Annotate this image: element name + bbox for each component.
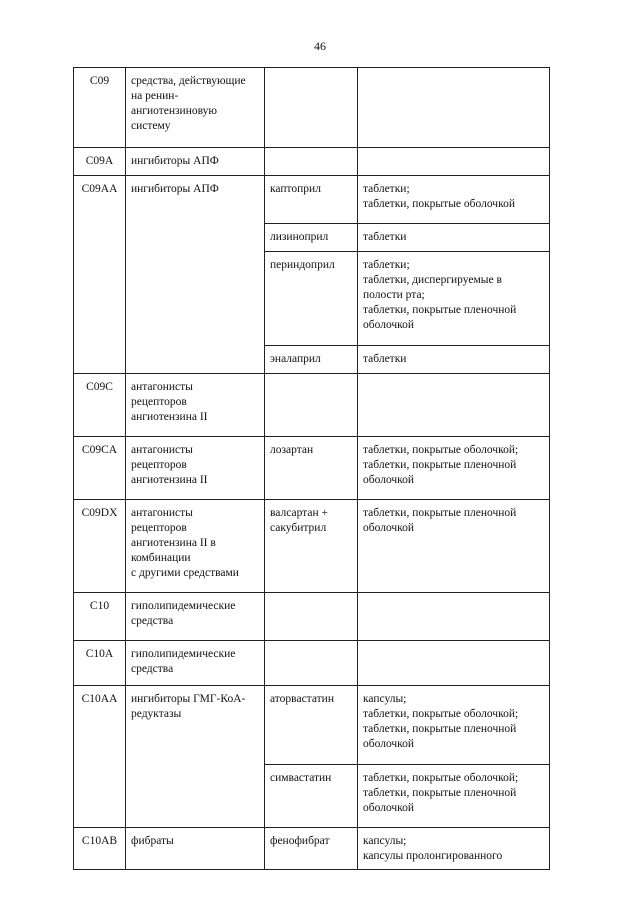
dosage-form-cell bbox=[358, 828, 550, 870]
atc-code-cell: C09 bbox=[74, 68, 126, 148]
dosage-form-cell bbox=[358, 641, 550, 686]
group-name-cell bbox=[126, 68, 265, 148]
cell-text-line: таблетки, покрытые пленочной bbox=[363, 459, 517, 471]
cell-text-line: эналаприл bbox=[270, 353, 321, 365]
atc-code-cell: C09DX bbox=[74, 500, 126, 593]
dosage-form-cell bbox=[358, 176, 550, 224]
group-name-cell bbox=[126, 593, 265, 641]
cell-text-line: ангиотензина II bbox=[131, 474, 208, 486]
drug-table bbox=[73, 67, 550, 870]
cell-text-line: редуктазы bbox=[131, 708, 182, 720]
table-row bbox=[74, 68, 550, 148]
cell-text-line: антагонисты bbox=[131, 381, 193, 393]
cell-text-line: гиполипидемические bbox=[131, 600, 236, 612]
cell-text-line: полости рта; bbox=[363, 289, 425, 301]
cell-text-line: рецепторов bbox=[131, 522, 187, 534]
cell-text-line: лизиноприл bbox=[270, 231, 329, 243]
dosage-form-cell bbox=[358, 68, 550, 148]
drug-name-cell bbox=[265, 224, 358, 252]
dosage-form-cell bbox=[358, 686, 550, 765]
cell-text-line: таблетки; bbox=[363, 259, 410, 271]
dosage-form-cell bbox=[358, 374, 550, 437]
drug-name-cell bbox=[265, 828, 358, 870]
cell-text-line: оболочкой bbox=[363, 319, 415, 331]
atc-code-cell: C09C bbox=[74, 374, 126, 437]
cell-text-line: таблетки, покрытые пленочной bbox=[363, 723, 517, 735]
dosage-form-cell bbox=[358, 500, 550, 593]
group-name-cell bbox=[126, 828, 265, 870]
dosage-form-cell bbox=[358, 765, 550, 828]
cell-text-line: каптоприл bbox=[270, 183, 321, 195]
cell-text-line: таблетки, диспергируемые в bbox=[363, 274, 502, 286]
cell-text-line: ингибиторы АПФ bbox=[131, 183, 219, 195]
atc-code-cell: C09A bbox=[74, 148, 126, 176]
cell-text-line: таблетки, покрытые оболочкой; bbox=[363, 708, 519, 720]
cell-text-line: таблетки bbox=[363, 231, 407, 243]
drug-name-cell bbox=[265, 437, 358, 500]
cell-text-line: комбинации bbox=[131, 552, 191, 564]
table-row bbox=[74, 176, 550, 224]
cell-text-line: рецепторов bbox=[131, 396, 187, 408]
cell-text-line: ангиотензина II в bbox=[131, 537, 216, 549]
cell-text-line: оболочкой bbox=[363, 474, 415, 486]
cell-text-line: ангиотензина II bbox=[131, 411, 208, 423]
cell-text-line: капсулы; bbox=[363, 835, 407, 847]
group-name-cell bbox=[126, 374, 265, 437]
drug-name-cell bbox=[265, 346, 358, 374]
cell-text-line: сакубитрил bbox=[270, 522, 327, 534]
cell-text-line: оболочкой bbox=[363, 802, 415, 814]
drug-name-cell bbox=[265, 374, 358, 437]
table-row bbox=[74, 828, 550, 870]
cell-text-line: таблетки bbox=[363, 353, 407, 365]
drug-name-cell bbox=[265, 252, 358, 346]
table-row bbox=[74, 593, 550, 641]
atc-code-cell: C10A bbox=[74, 641, 126, 686]
cell-text-line: валсартан + bbox=[270, 507, 328, 519]
page-number: 46 bbox=[314, 39, 326, 53]
cell-text-line: средства bbox=[131, 663, 174, 675]
table-row bbox=[74, 641, 550, 686]
cell-text-line: с другими средствами bbox=[131, 567, 239, 579]
cell-text-line: таблетки, покрытые пленочной bbox=[363, 304, 517, 316]
atc-code-cell: C09AA bbox=[74, 176, 126, 374]
cell-text-line: таблетки; bbox=[363, 183, 410, 195]
cell-text-line: рецепторов bbox=[131, 459, 187, 471]
cell-text-line: средства, действующие bbox=[131, 75, 246, 87]
cell-text-line: таблетки, покрытые оболочкой bbox=[363, 198, 515, 210]
cell-text-line: фенофибрат bbox=[270, 835, 330, 847]
drug-name-cell bbox=[265, 686, 358, 765]
cell-text-line: антагонисты bbox=[131, 507, 193, 519]
cell-text-line: симвастатин bbox=[270, 772, 332, 784]
drug-name-cell bbox=[265, 176, 358, 224]
cell-text-line: оболочкой bbox=[363, 738, 415, 750]
table-row bbox=[74, 148, 550, 176]
dosage-form-cell bbox=[358, 593, 550, 641]
cell-text-line: систему bbox=[131, 120, 171, 132]
drug-name-cell bbox=[265, 68, 358, 148]
cell-text-line: капсулы; bbox=[363, 693, 407, 705]
group-name-cell bbox=[126, 686, 265, 828]
cell-text-line: фибраты bbox=[131, 835, 174, 847]
cell-text-line: антагонисты bbox=[131, 444, 193, 456]
cell-text-line: таблетки, покрытые оболочкой; bbox=[363, 772, 519, 784]
table-row bbox=[74, 374, 550, 437]
group-name-cell bbox=[126, 148, 265, 176]
dosage-form-cell bbox=[358, 148, 550, 176]
cell-text-line: капсулы пролонгированного bbox=[363, 850, 503, 862]
cell-text-line: оболочкой bbox=[363, 522, 415, 534]
cell-text-line: таблетки, покрытые пленочной bbox=[363, 787, 517, 799]
group-name-cell bbox=[126, 176, 265, 374]
cell-text-line: таблетки, покрытые оболочкой; bbox=[363, 444, 519, 456]
cell-text-line: таблетки, покрытые пленочной bbox=[363, 507, 517, 519]
atc-code-cell: C10AB bbox=[74, 828, 126, 870]
cell-text-line: гиполипидемические bbox=[131, 648, 236, 660]
dosage-form-cell bbox=[358, 252, 550, 346]
cell-text-line: средства bbox=[131, 615, 174, 627]
cell-text-line: ангиотензиновую bbox=[131, 105, 217, 117]
cell-text-line: ингибиторы ГМГ-КоА- bbox=[131, 693, 246, 705]
drug-name-cell bbox=[265, 500, 358, 593]
atc-code-cell: C10 bbox=[74, 593, 126, 641]
table-row bbox=[74, 437, 550, 500]
drug-name-cell bbox=[265, 765, 358, 828]
cell-text-line: лозартан bbox=[270, 444, 314, 456]
cell-text-line: ингибиторы АПФ bbox=[131, 155, 219, 167]
drug-name-cell bbox=[265, 148, 358, 176]
table-row bbox=[74, 500, 550, 593]
atc-code-cell: C10AA bbox=[74, 686, 126, 828]
dosage-form-cell bbox=[358, 346, 550, 374]
group-name-cell bbox=[126, 641, 265, 686]
dosage-form-cell bbox=[358, 224, 550, 252]
cell-text-line: периндоприл bbox=[270, 259, 335, 271]
group-name-cell bbox=[126, 437, 265, 500]
cell-text-line: на ренин- bbox=[131, 90, 179, 102]
cell-text-line: аторвастатин bbox=[270, 693, 334, 705]
table-row bbox=[74, 686, 550, 765]
drug-name-cell bbox=[265, 641, 358, 686]
group-name-cell bbox=[126, 500, 265, 593]
atc-code-cell: C09CA bbox=[74, 437, 126, 500]
drug-name-cell bbox=[265, 593, 358, 641]
dosage-form-cell bbox=[358, 437, 550, 500]
